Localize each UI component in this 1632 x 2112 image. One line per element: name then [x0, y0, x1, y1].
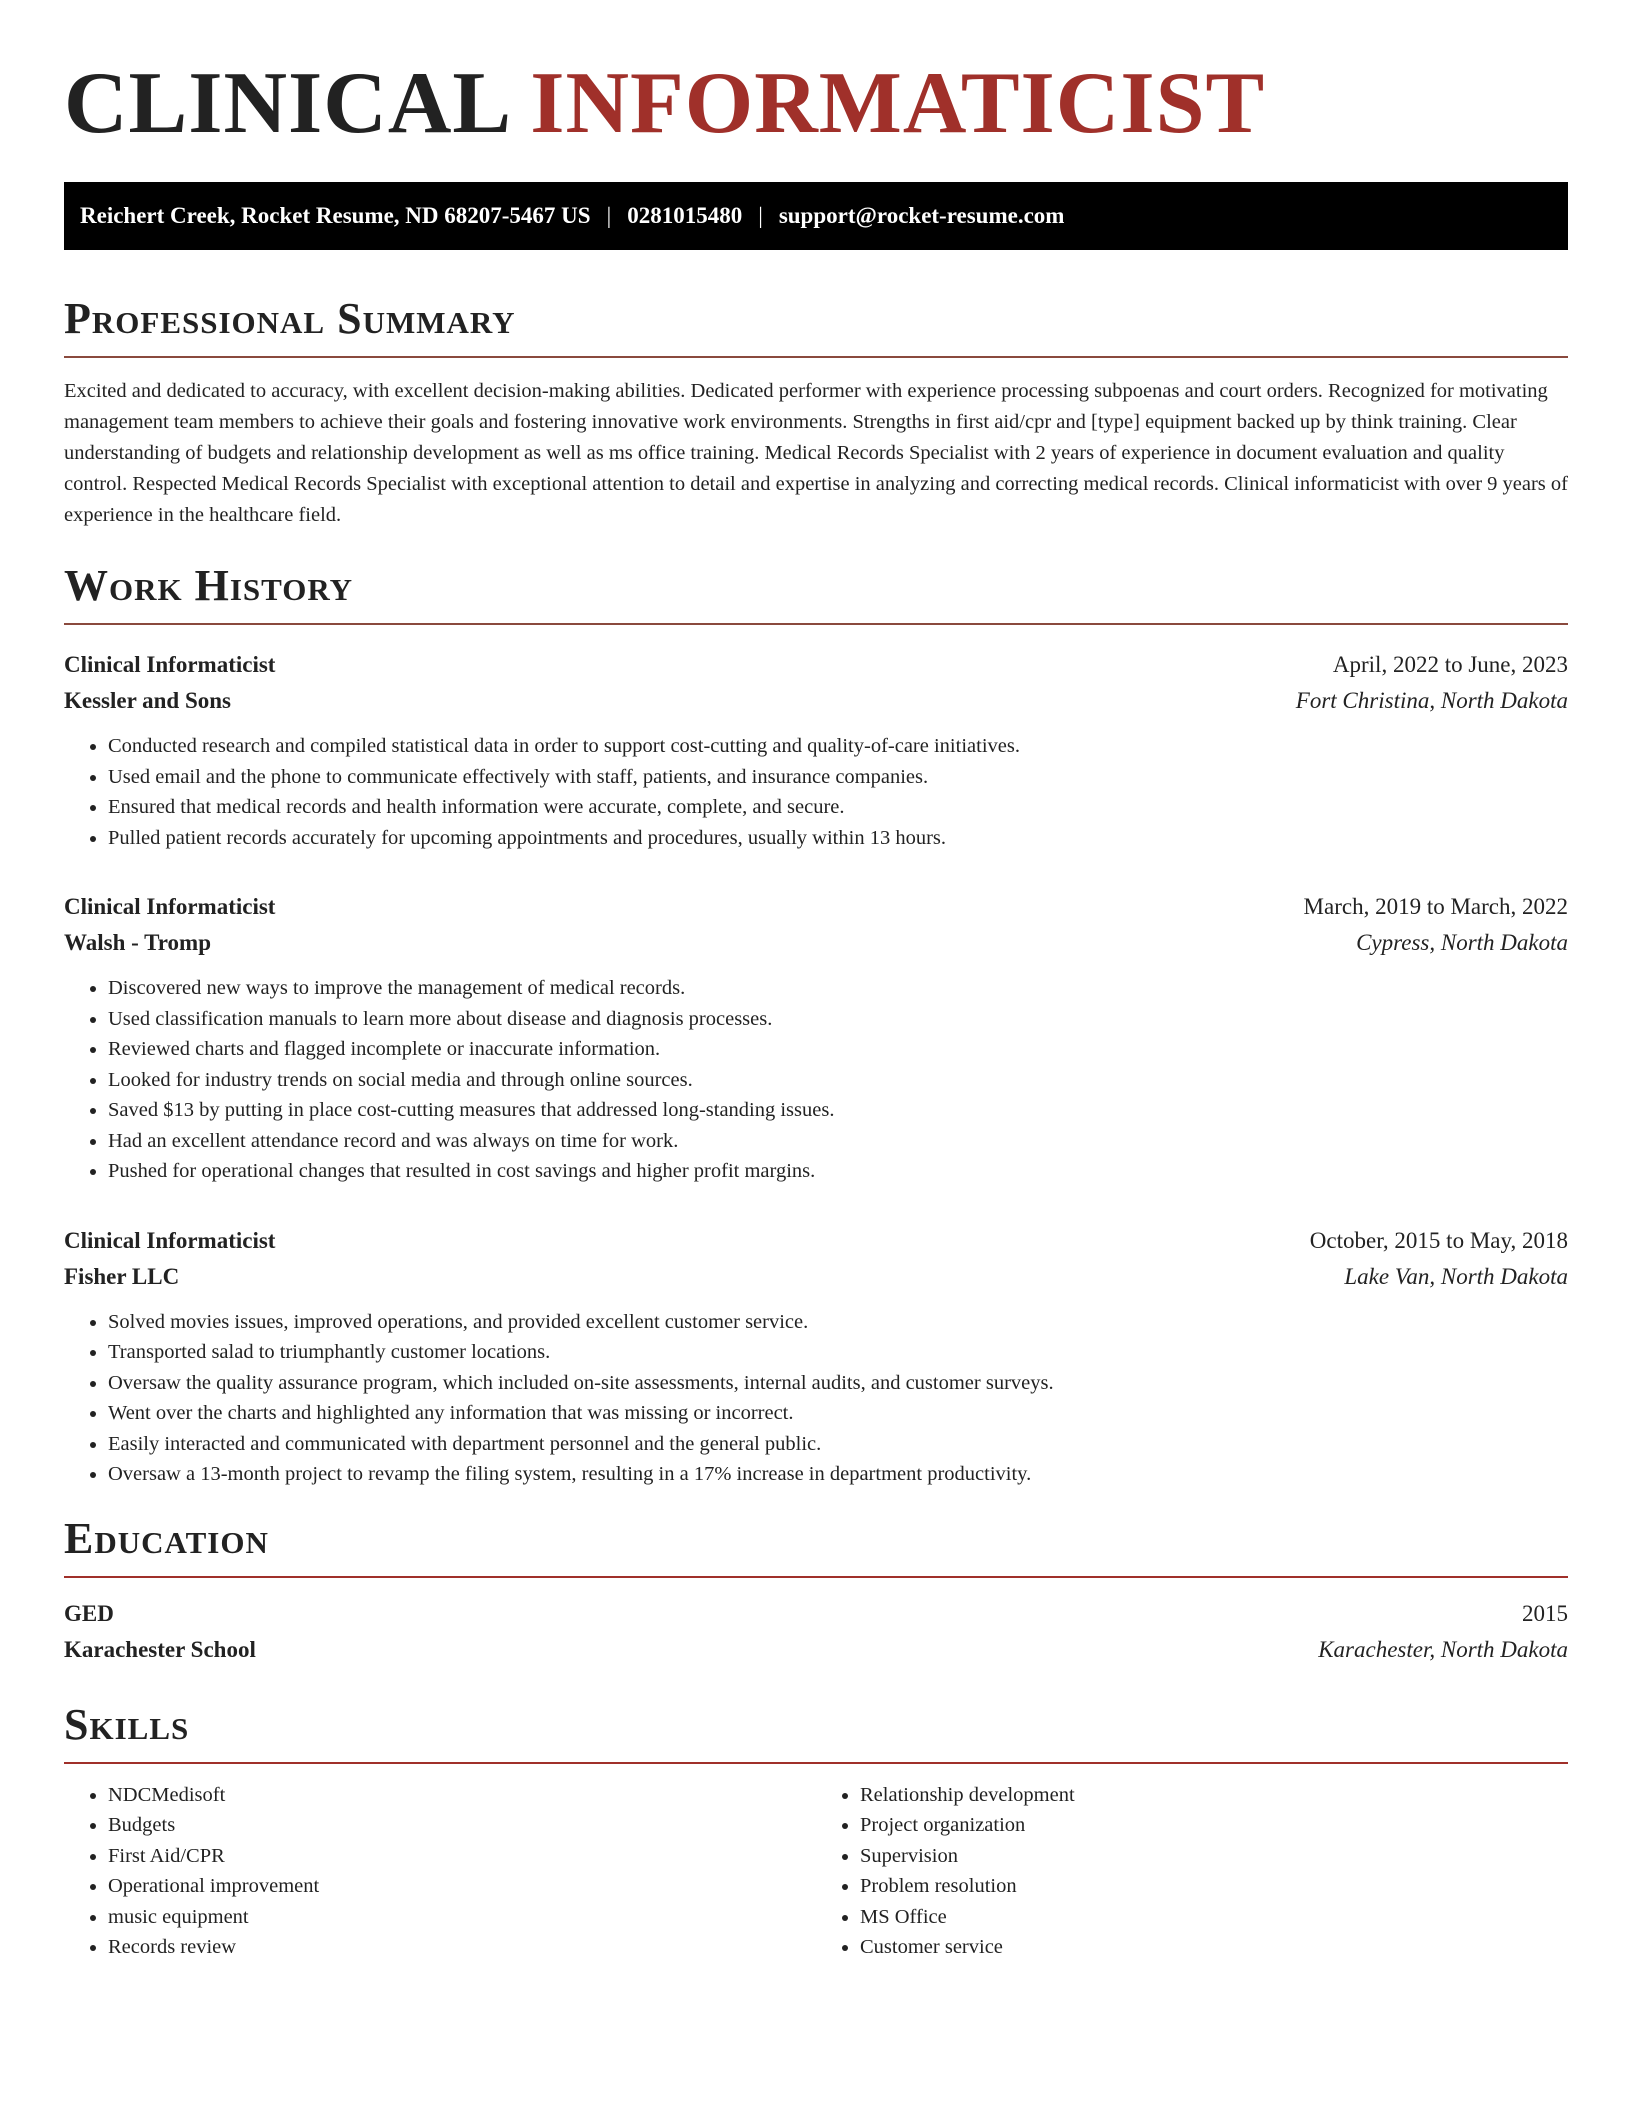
job-bullet: • Saved $13 by putting in place cost-cutting measures that addressed long-standing issues. — [108, 1095, 1568, 1126]
job-location: Cypress, North Dakota — [1356, 930, 1568, 955]
job-position: Clinical Informaticist — [64, 894, 276, 919]
education-school: Karachester School — [64, 1636, 256, 1662]
job-bullet: • Used email and the phone to communicate effectively with staff, patients, and insurance companies. — [108, 762, 1568, 793]
job-dates: April, 2022 to June, 2023 — [1332, 652, 1568, 677]
resume-name — [64, 52, 1568, 156]
job-bullet: • Discovered new ways to improve the management of medical records. — [108, 973, 1568, 1004]
contact-bar — [64, 182, 1568, 250]
skill-item: • Customer service — [860, 1932, 1568, 1963]
job-position: Clinical Informaticist — [64, 1227, 276, 1253]
job-dates: October, 2015 to May, 2018 — [1309, 1227, 1568, 1253]
job-bullet: • Used classification manuals to learn more about disease and diagnosis processes. — [108, 1004, 1568, 1035]
name-last: INFORMATICIST — [530, 55, 1266, 152]
job-bullets — [64, 731, 1568, 853]
section-title-summary: Professional Summary — [64, 294, 516, 343]
education-section — [64, 1512, 1568, 1668]
job-position: Clinical Informaticist — [64, 652, 276, 677]
summary-section — [64, 292, 1568, 531]
education-location: Karachester, North Dakota — [1318, 1636, 1568, 1662]
name-first: CLINICAL — [64, 55, 508, 152]
job-bullet: • Went over the charts and highlighted any information that was missing or incorrect. — [108, 1398, 1568, 1429]
job-dates: March, 2019 to March, 2022 — [1303, 894, 1568, 919]
job-bullet: • Pushed for operational changes that resulted in cost savings and higher profit margins. — [108, 1156, 1568, 1187]
contact-separator: | — [758, 203, 763, 228]
skill-item: • Records review — [108, 1932, 816, 1963]
section-title-skills: Skills — [64, 1699, 190, 1749]
education-school-row — [64, 1632, 1568, 1668]
job-bullet: • Solved movies issues, improved operations, and provided excellent customer service. — [108, 1307, 1568, 1338]
job-header-row — [64, 889, 1568, 925]
contact-address: Reichert Creek, Rocket Resume, ND 68207-5467 US — [80, 203, 591, 228]
job-bullet: • Transported salad to triumphantly customer locations. — [108, 1337, 1568, 1368]
skills-list-left — [64, 1780, 816, 1963]
work-history-section — [64, 559, 1568, 1490]
skills-columns — [64, 1780, 1568, 1963]
education-year: 2015 — [1522, 1600, 1568, 1626]
job-bullet: • Easily interacted and communicated with department personnel and the general public. — [108, 1429, 1568, 1460]
skill-item: • First Aid/CPR — [108, 1841, 816, 1872]
section-divider — [64, 1762, 1568, 1764]
job-bullet: • Had an excellent attendance record and was always on time for work. — [108, 1126, 1568, 1157]
section-title-education: Education — [64, 1513, 269, 1563]
job-bullet: • Conducted research and compiled statistical data in order to support cost-cutting and quality-of-care initiatives. — [108, 731, 1568, 762]
section-divider — [64, 623, 1568, 625]
section-divider — [64, 1576, 1568, 1578]
contact-email: support@rocket-resume.com — [778, 203, 1065, 228]
summary-text: Excited and dedicated to accuracy, with excellent decision-making abilities. Dedicated performer with experience processing subpoenas and court orders. Recognized for motivating management team members to achieve their goals and fostering innovative work environments. Strengths in first aid/cpr and [type] equipment backed up by think training. Clear understanding of budgets and relationship development as well as ms office training. Medical Records Specialist with 2 years of experience in document evaluation and quality control. Respected Medical Records Specialist with exceptional attention to detail and expertise in analyzing and correcting medical records. Clinical informaticist with over 9 years of experience in the healthcare field. — [64, 380, 1568, 526]
job-bullet: • Reviewed charts and flagged incomplete or inaccurate information. — [108, 1034, 1568, 1065]
skills-list-right — [816, 1780, 1568, 1963]
skill-item: • NDCMedisoft — [108, 1780, 816, 1811]
education-degree: GED — [64, 1600, 114, 1626]
job-header-row — [64, 647, 1568, 683]
job-company-row — [64, 1259, 1568, 1295]
job-company-row — [64, 925, 1568, 961]
contact-phone: 0281015480 — [627, 203, 743, 228]
skill-item: • music equipment — [108, 1902, 816, 1933]
job-company: Fisher LLC — [64, 1263, 180, 1289]
job-header-row — [64, 1223, 1568, 1259]
job-company: Walsh - Tromp — [64, 930, 211, 955]
skill-item: • Project organization — [860, 1810, 1568, 1841]
job-bullet: • Pulled patient records accurately for upcoming appointments and procedures, usually within 13 hours. — [108, 823, 1568, 854]
skill-item: • MS Office — [860, 1902, 1568, 1933]
job-entry — [64, 647, 1568, 853]
job-entry — [64, 889, 1568, 1187]
job-bullet: • Ensured that medical records and health information were accurate, complete, and secure. — [108, 792, 1568, 823]
education-header-row — [64, 1596, 1568, 1632]
section-divider — [64, 356, 1568, 358]
skills-section — [64, 1698, 1568, 1963]
skill-item: • Supervision — [860, 1841, 1568, 1872]
skill-item: • Operational improvement — [108, 1871, 816, 1902]
skill-item: • Problem resolution — [860, 1871, 1568, 1902]
job-bullets — [64, 973, 1568, 1187]
skill-item: • Relationship development — [860, 1780, 1568, 1811]
job-company: Kessler and Sons — [64, 688, 232, 713]
job-location: Lake Van, North Dakota — [1344, 1263, 1568, 1289]
job-bullets — [64, 1307, 1568, 1490]
job-company-row — [64, 683, 1568, 719]
education-entry — [64, 1596, 1568, 1668]
job-bullet: • Oversaw a 13-month project to revamp the filing system, resulting in a 17% increase in department productivity. — [108, 1459, 1568, 1490]
job-bullet: • Looked for industry trends on social media and through online sources. — [108, 1065, 1568, 1096]
job-location: Fort Christina, North Dakota — [1295, 688, 1568, 713]
skill-item: • Budgets — [108, 1810, 816, 1841]
section-title-work-history: Work History — [64, 561, 354, 610]
job-entry — [64, 1223, 1568, 1490]
contact-separator: | — [606, 203, 612, 228]
job-bullet: • Oversaw the quality assurance program, which included on-site assessments, internal audits, and customer surveys. — [108, 1368, 1568, 1399]
